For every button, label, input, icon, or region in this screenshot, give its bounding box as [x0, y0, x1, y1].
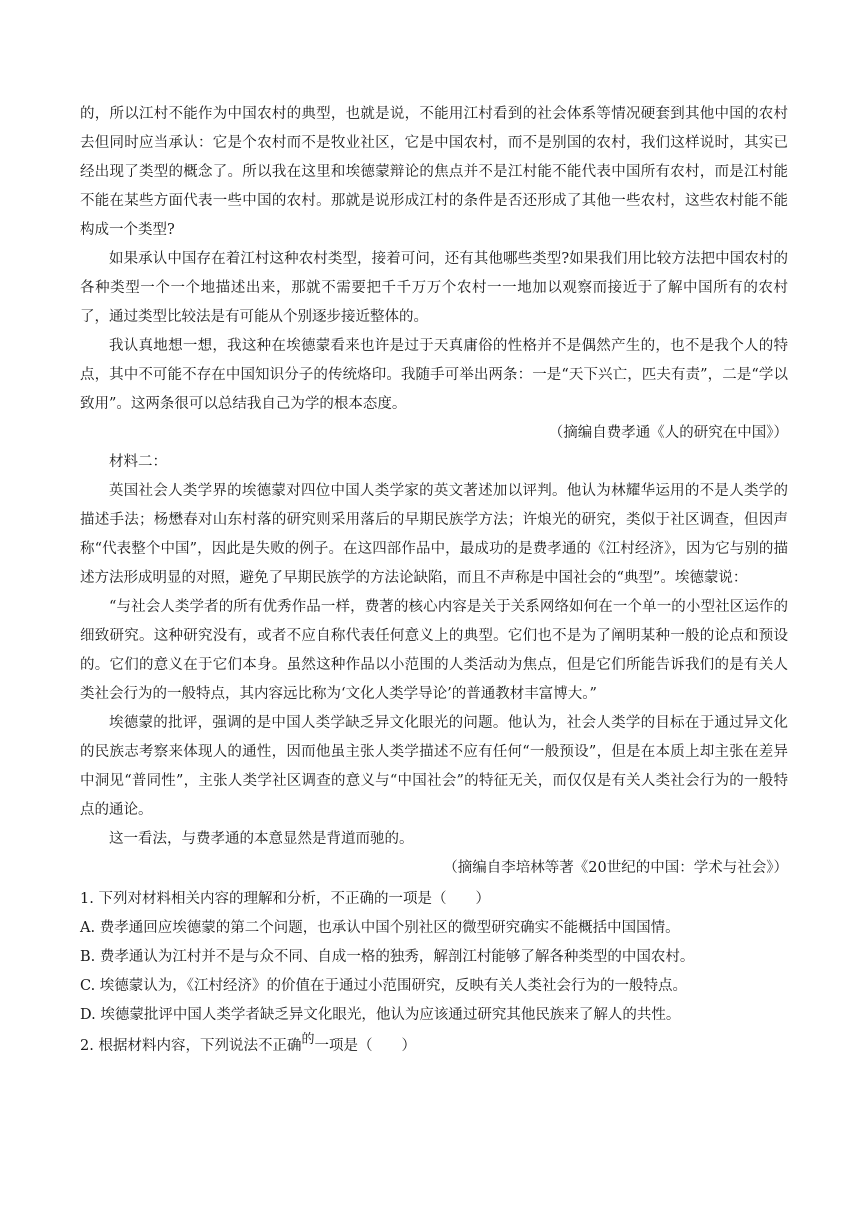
material2-source-citation: （摘编自李培林等著《20世纪的中国：学术与社会》）	[443, 860, 788, 876]
question-1-option-b[interactable]: B. 费孝通认为江村并不是与众不同、自成一格的独秀，解剖江村能够了解各种类型的中国农村。	[80, 949, 695, 965]
material1-paragraph-1: 的，所以江村不能作为中国农村的典型，也就是说，不能用江村看到的社会体系等情况硬套到其他中国的农村去但同时应当承认：它是个农村而不是牧业社区，它是中国农村，而不是别国的农村，我们这样说时，其实已经出现了类型的概念了。所以我在这里和埃德蒙辩论的焦点并不是江村能不能代表中国所有农村，而是江村能不能在某些方面代表一些中国的农村。那就是说形成江村的条件是否还形成了其他一些农村，这些农村能不能构成一个类型?	[80, 106, 788, 238]
question-2-stem-superscript: 的	[301, 1032, 315, 1047]
material1-paragraph-2: 如果承认中国存在着江村这种农村类型，接着可问，还有其他哪些类型?如果我们用比较方法把中国农村的各种类型一个一个地描述出来，那就不需要把千千万万个农村一一地加以观察而接近于了解中国所有的农村了，通过类型比较法是有可能从个别逐步接近整体的。	[80, 251, 788, 325]
question-1-option-a[interactable]: A. 费孝通回应埃德蒙的第二个问题，也承认中国个别社区的微型研究确实不能概括中国国情。	[80, 920, 680, 936]
material2-quote: “与社会人类学者的所有优秀作品一样，费著的核心内容是关于关系网络如何在一个单一的小型社区运作的细致研究。这种研究没有，或者不应自称代表任何意义上的典型。它们也不是为了阐明某种一般的论点和预设的。它们的意义在于它们本身。虽然这种作品以小范围的人类活动为焦点，但是它们所能告诉我们的是有关人类社会行为的一般特点，其内容远比称为‘文化人类学导论’的普通教材丰富博大。”	[80, 599, 788, 702]
material1-source-citation: （摘编自费孝通《人的研究在中国》）	[548, 425, 788, 441]
question-2	[80, 1032, 788, 1061]
question-2-stem	[80, 1032, 788, 1061]
material2-heading: 材料二：	[109, 454, 167, 470]
question-1-option-c[interactable]: C. 埃德蒙认为，《江村经济》的价值在于通过小范围研究，反映有关人类社会行为的一般特点。	[80, 978, 688, 994]
material1-paragraph-3: 我认真地想一想，我这种在埃德蒙看来也许是过于天真庸俗的性格并不是偶然产生的，也不是我个人的特点，其中不可能不存在中国知识分子的传统烙印。我随手可举出两条：一是“天下兴亡，匹夫有责”，二是“学以致用”。这两条很可以总结我自己为学的根本态度。	[80, 338, 788, 412]
page-content	[80, 100, 788, 1061]
question-2-stem-start: 2. 根据材料内容，下列说法不正确	[80, 1038, 302, 1054]
question-1	[80, 885, 788, 1030]
material2-paragraph-2: 埃德蒙的批评，强调的是中国人类学缺乏异文化眼光的问题。他认为，社会人类学的目标在于通过异文化的民族志考察来体现人的通性，因而他虽主张人类学描述不应有任何“一般预设”，但是在本质上却主张在差异中洞见“普同性”，主张人类学社区调查的意义与“中国社会”的特征无关，而仅仅是有关人类社会行为的一般特点的通论。	[80, 715, 788, 818]
material2-paragraph-3: 这一看法，与费孝通的本意显然是背道而驰的。	[109, 831, 414, 847]
question-2-stem-end: 一项是（ ）	[314, 1038, 416, 1054]
material2-paragraph-1: 英国社会人类学界的埃德蒙对四位中国人类学家的英文著述加以评判。他认为林耀华运用的不是人类学的描述手法；杨懋春对山东村落的研究则采用落后的早期民族学方法；许烺光的研究，类似于社区调查，但因声称“代表整个中国”，因此是失败的例子。在这四部作品中，最成功的是费孝通的《江村经济》，因为它与别的描述方法形成明显的对照，避免了早期民族学的方法论缺陷，而且不声称是中国社会的“典型”。埃德蒙说：	[80, 483, 788, 586]
question-1-option-d[interactable]: D. 埃德蒙批评中国人类学者缺乏异文化眼光，他认为应该通过研究其他民族来了解人的共性。	[80, 1007, 681, 1023]
question-1-stem: 1. 下列对材料相关内容的理解和分析，不正确的一项是（ ）	[80, 891, 490, 907]
